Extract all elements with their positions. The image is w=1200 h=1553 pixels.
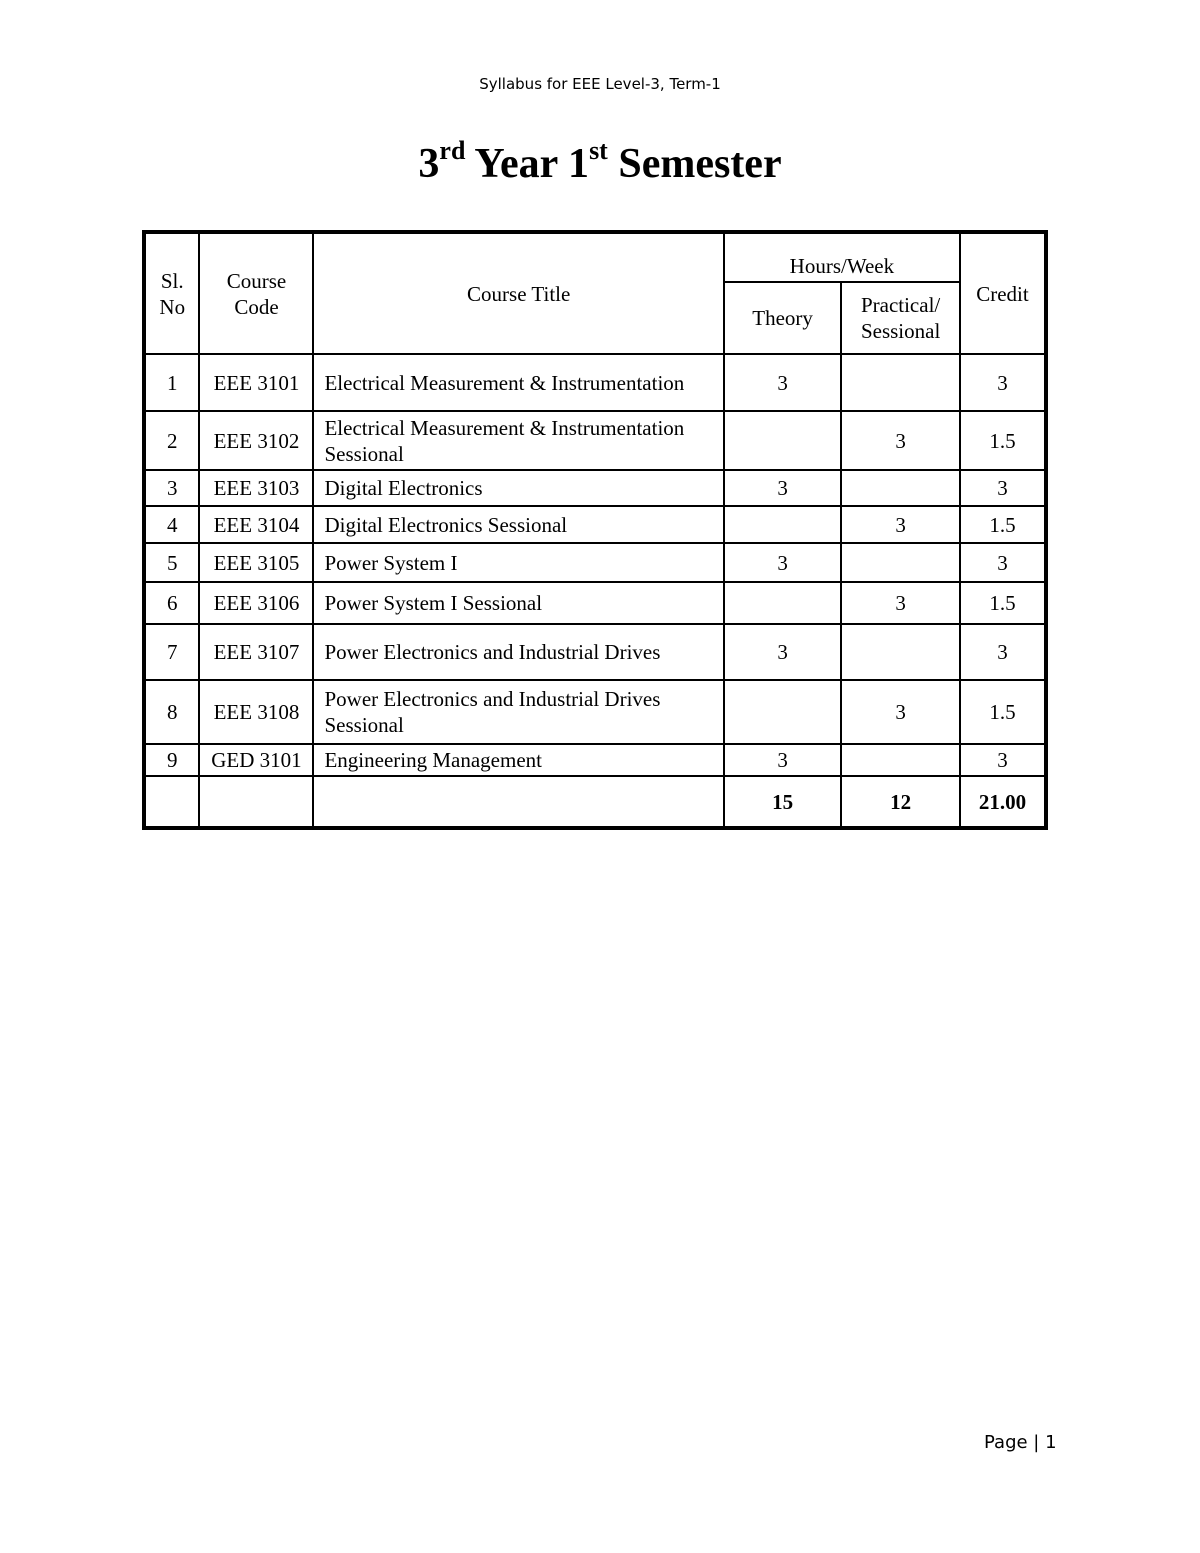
table-row: [144, 744, 1046, 776]
row-sl-no: 2: [144, 411, 199, 470]
row-course-title: Power Electronics and Industrial Drives: [313, 624, 723, 680]
title-middle: Year 1: [465, 141, 590, 187]
total-sl-cell: [144, 776, 199, 828]
row-course-title: Digital Electronics Sessional: [313, 506, 723, 543]
row-theory-hours: [724, 411, 841, 470]
row-practical-hours: 3: [841, 680, 960, 744]
table-row: [144, 354, 1046, 411]
header-theory: Theory: [724, 282, 841, 354]
row-practical-hours: [841, 354, 960, 411]
page-header: Syllabus for EEE Level-3, Term-1: [479, 75, 721, 93]
row-sl-no: 9: [144, 744, 199, 776]
row-sl-no: 3: [144, 470, 199, 506]
row-credit: 3: [960, 624, 1046, 680]
row-credit: 3: [960, 744, 1046, 776]
table-body: [144, 354, 1046, 776]
row-credit: 3: [960, 470, 1046, 506]
row-theory-hours: 3: [724, 543, 841, 582]
table-row: [144, 624, 1046, 680]
row-course-title: Digital Electronics: [313, 470, 723, 506]
total-practical: 12: [841, 776, 960, 828]
row-credit: 1.5: [960, 680, 1046, 744]
row-course-title: Power System I: [313, 543, 723, 582]
row-practical-hours: 3: [841, 411, 960, 470]
row-practical-hours: [841, 543, 960, 582]
row-theory-hours: [724, 582, 841, 624]
total-credit: 21.00: [960, 776, 1046, 828]
row-course-code: EEE 3107: [199, 624, 313, 680]
row-credit: 3: [960, 543, 1046, 582]
row-theory-hours: [724, 680, 841, 744]
row-theory-hours: 3: [724, 470, 841, 506]
row-theory-hours: 3: [724, 624, 841, 680]
table-row: [144, 680, 1046, 744]
title-year-number: 3: [418, 141, 440, 187]
row-course-title: Electrical Measurement & Instrumentation: [313, 354, 723, 411]
page-footer: Page | 1: [984, 1432, 1057, 1453]
header-course-title: Course Title: [313, 232, 723, 354]
row-practical-hours: [841, 744, 960, 776]
table-row: [144, 411, 1046, 470]
table-row: [144, 582, 1046, 624]
title-superscript-st: st: [589, 136, 608, 165]
row-course-code: EEE 3101: [199, 354, 313, 411]
row-theory-hours: 3: [724, 354, 841, 411]
row-sl-no: 7: [144, 624, 199, 680]
row-credit: 1.5: [960, 506, 1046, 543]
header-credit: Credit: [960, 232, 1046, 354]
total-code-cell: [199, 776, 313, 828]
row-course-code: EEE 3105: [199, 543, 313, 582]
row-course-code: EEE 3102: [199, 411, 313, 470]
row-course-code: EEE 3108: [199, 680, 313, 744]
row-course-title: Power Electronics and Industrial Drives Sessional: [313, 680, 723, 744]
row-sl-no: 1: [144, 354, 199, 411]
header-practical: Practical/ Sessional: [841, 282, 960, 354]
row-practical-hours: 3: [841, 582, 960, 624]
row-credit: 3: [960, 354, 1046, 411]
row-sl-no: 8: [144, 680, 199, 744]
row-course-code: EEE 3106: [199, 582, 313, 624]
header-hours-week: Hours/Week: [724, 232, 960, 282]
total-title-cell: [313, 776, 723, 828]
table-row: [144, 543, 1046, 582]
row-theory-hours: [724, 506, 841, 543]
row-practical-hours: [841, 624, 960, 680]
row-course-code: EEE 3104: [199, 506, 313, 543]
row-course-title: Power System I Sessional: [313, 582, 723, 624]
row-practical-hours: 3: [841, 506, 960, 543]
row-course-code: EEE 3103: [199, 470, 313, 506]
header-course-code: Course Code: [199, 232, 313, 354]
row-credit: 1.5: [960, 582, 1046, 624]
row-practical-hours: [841, 470, 960, 506]
row-theory-hours: 3: [724, 744, 841, 776]
table-row: [144, 506, 1046, 543]
total-theory: 15: [724, 776, 841, 828]
row-course-code: GED 3101: [199, 744, 313, 776]
title-end: Semester: [607, 141, 782, 187]
total-row: [144, 776, 1046, 828]
row-course-title: Electrical Measurement & Instrumentation Sessional: [313, 411, 723, 470]
row-credit: 1.5: [960, 411, 1046, 470]
header-sl-no: Sl. No: [144, 232, 199, 354]
row-sl-no: 5: [144, 543, 199, 582]
table-row: [144, 470, 1046, 506]
row-course-title: Engineering Management: [313, 744, 723, 776]
syllabus-table: [142, 230, 1048, 830]
title-superscript-rd: rd: [439, 136, 466, 165]
row-sl-no: 6: [144, 582, 199, 624]
row-sl-no: 4: [144, 506, 199, 543]
page-title: [0, 136, 1200, 188]
